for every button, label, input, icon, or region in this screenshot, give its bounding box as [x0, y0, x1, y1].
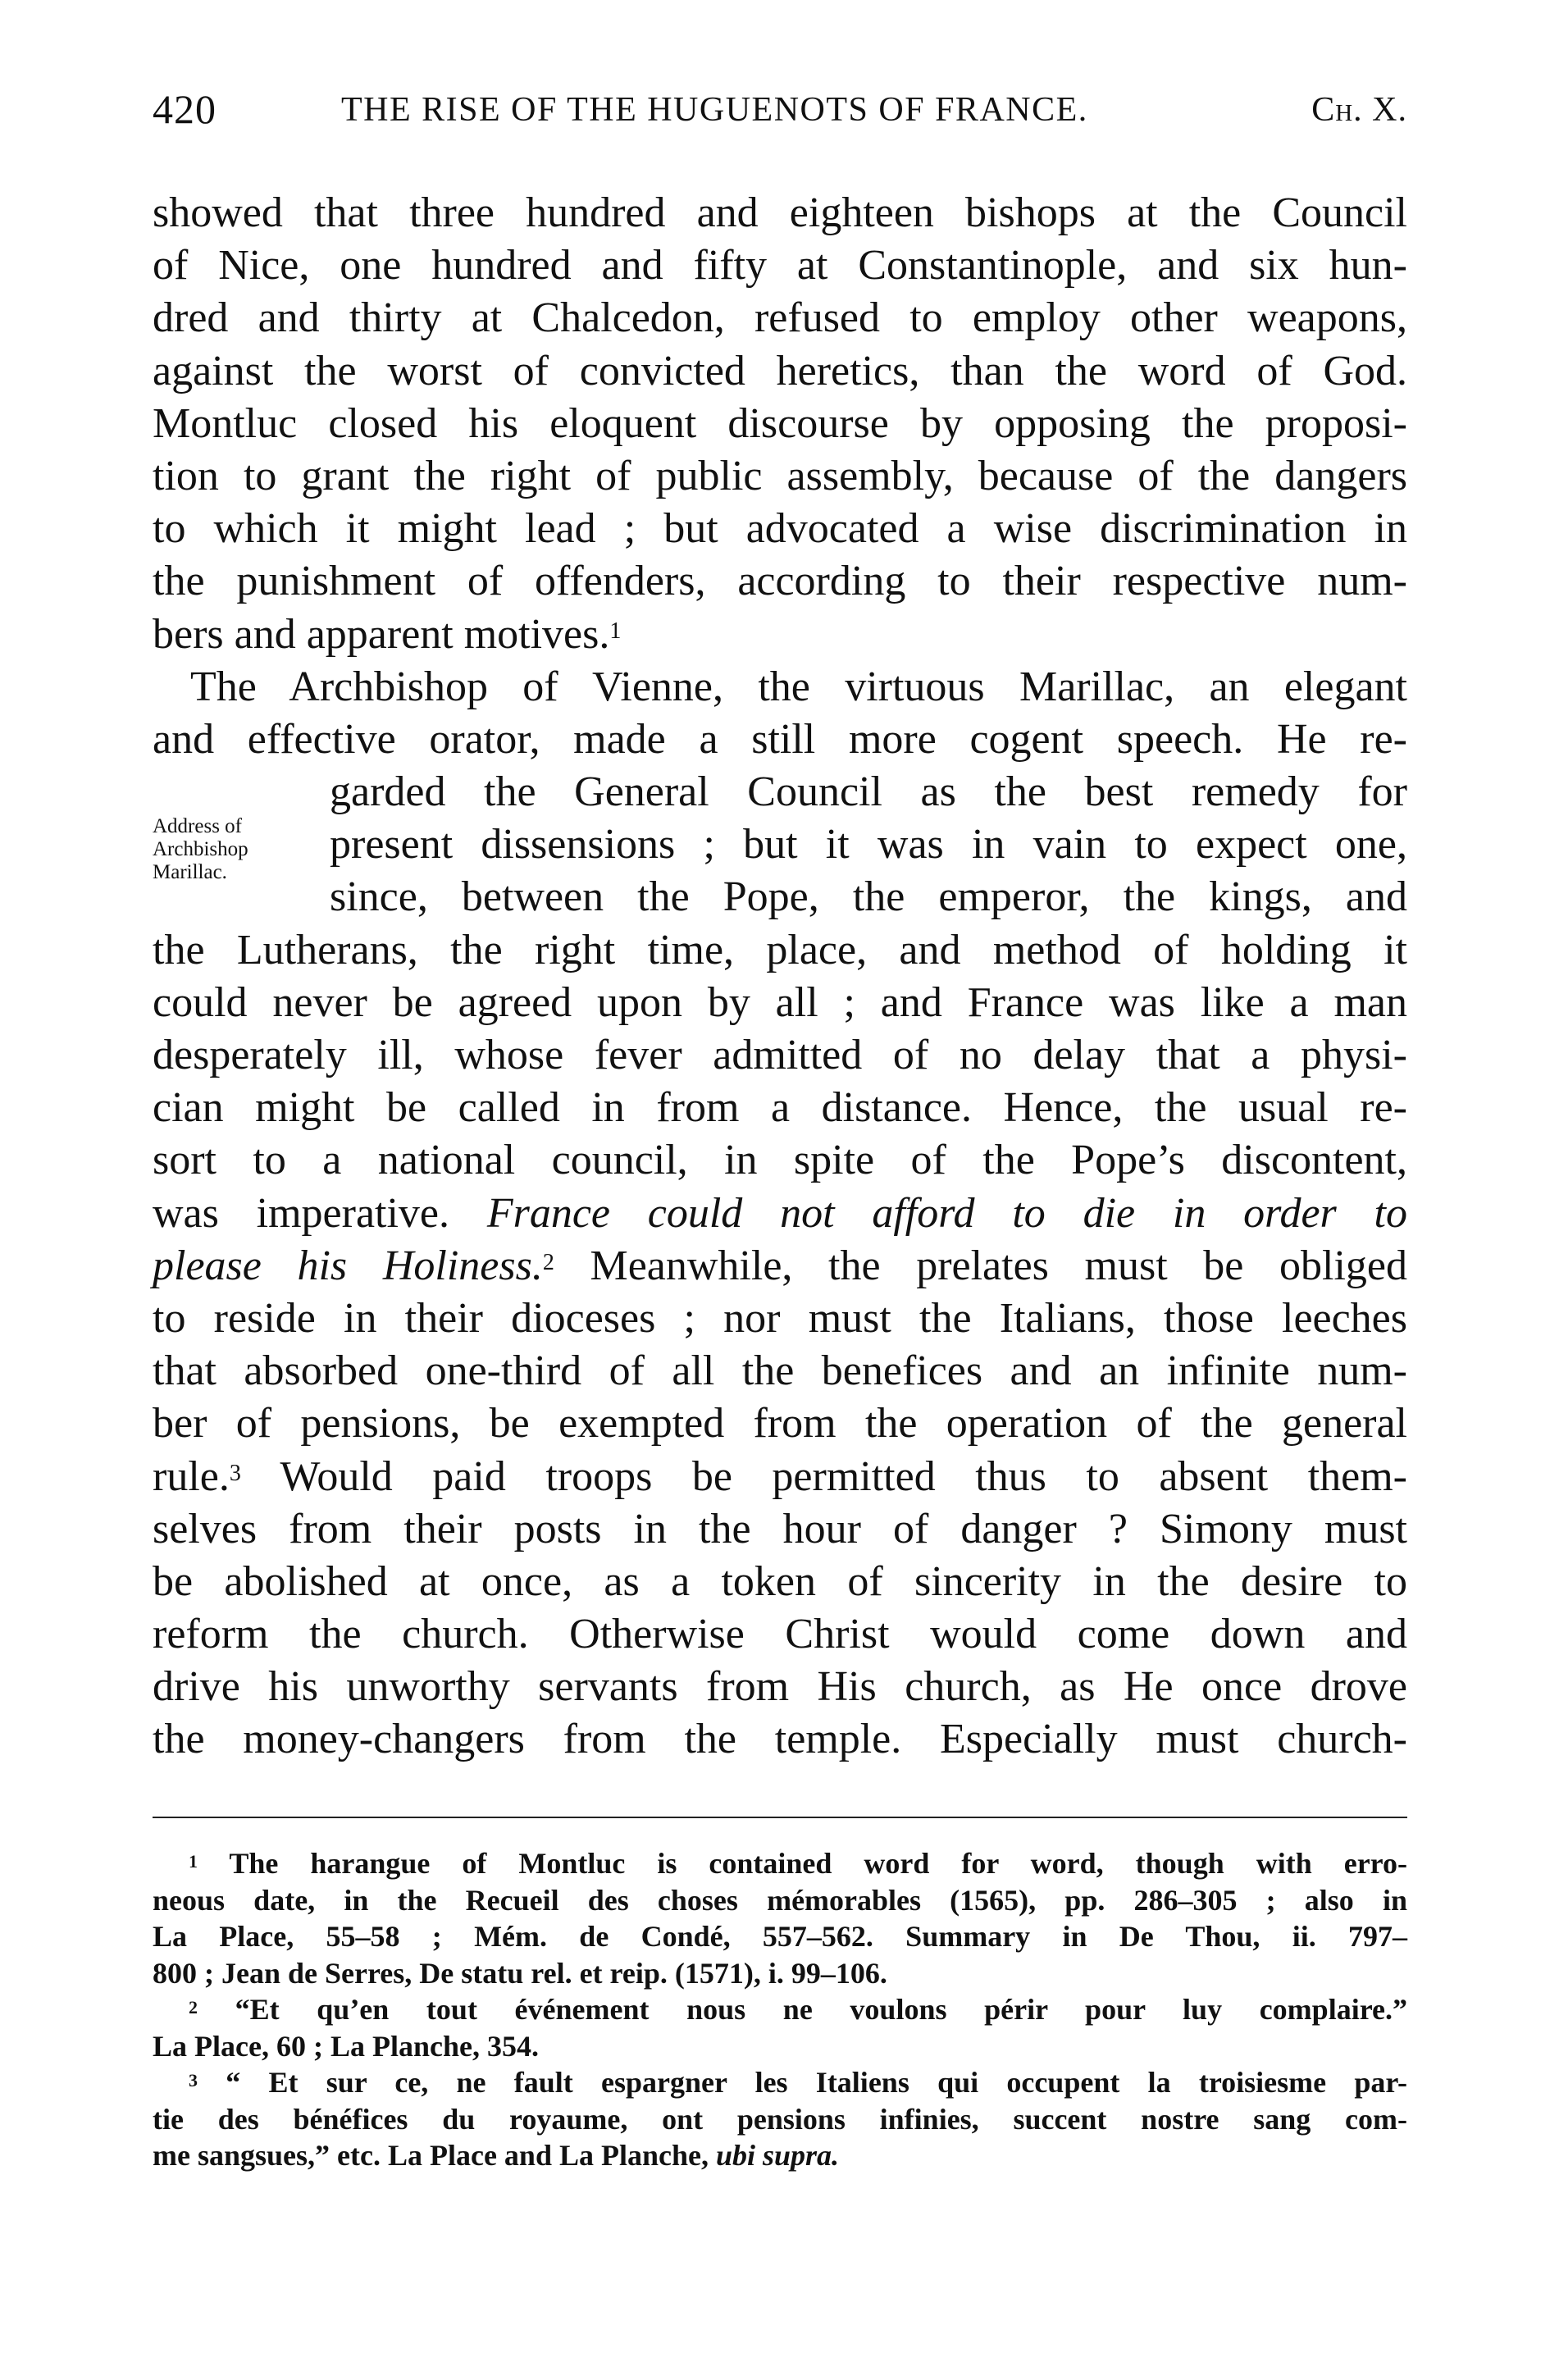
footnote-text: “Et qu’en tout événement nous ne voulons périr pour luy complaire.”: [235, 1993, 1408, 2026]
footnote-number: 1: [189, 1851, 198, 1872]
italic-text: France could not afford to die in order to: [486, 1189, 1408, 1237]
text-line: selves from their posts in the hour of danger ? Simony must: [153, 1505, 1407, 1552]
text-line: dred and thirty at Chalcedon, refused to employ other weapons,: [153, 294, 1407, 342]
footnote-line: 800 ; Jean de Serres, De statu rel. et reip. (1571), i. 99–106.: [153, 1956, 887, 1990]
footnote-number: 2: [189, 1997, 198, 2018]
text-line: cian might be called in from a distance. Hence, the usual re-: [153, 1084, 1407, 1132]
footnote-text: The harangue of Montluc is contained word for word, though with erro-: [229, 1847, 1407, 1880]
chapter-label: Ch. X.: [1311, 91, 1407, 129]
text-line: be abolished at once, as a token of sincerity in the desire to: [153, 1557, 1407, 1605]
footnote-line: neous date, in the Recueil des choses mémorables (1565), pp. 286–305 ; also in: [153, 1883, 1407, 1917]
text-line: sort to a national council, in spite of the Pope’s discontent,: [153, 1137, 1407, 1184]
running-title: THE RISE OF THE HUGUENOTS OF FRANCE.: [341, 91, 1088, 129]
footnote-1: [153, 1845, 1407, 1882]
text-line: the punishment of offenders, according to their respective num-: [153, 558, 1407, 605]
line-text: was imperative.: [153, 1189, 450, 1237]
page-header: [153, 85, 1407, 143]
footnote-3: [153, 2064, 1407, 2101]
text-line: against the worst of convicted heretics, than the word of God.: [153, 347, 1407, 394]
text-line: and effective orator, made a still more cogent speech. He re-: [153, 715, 1407, 763]
footnote-divider: [153, 1817, 1407, 1818]
footnotes: [153, 1845, 1407, 2174]
margin-note-line: Address of: [153, 815, 243, 837]
text-line: the Lutherans, the right time, place, and method of holding it: [153, 926, 1407, 973]
text-line: ber of pensions, be exempted from the operation of the general: [153, 1400, 1407, 1448]
text-line: Montluc closed his eloquent discourse by opposing the proposi-: [153, 399, 1407, 447]
footnote-number: 3: [189, 2070, 198, 2090]
footnote-ref-3: 3: [229, 1460, 241, 1486]
text-line: garded the General Council as the best remedy for: [330, 768, 1407, 816]
margin-note-line: Marillac.: [153, 861, 227, 883]
text-line: of Nice, one hundred and fifty at Constantinople, and six hun-: [153, 242, 1407, 290]
text-line: the money-changers from the temple. Especially must church-: [153, 1716, 1407, 1763]
line-text: bers and apparent motives.: [153, 610, 610, 658]
text-line: desperately ill, whose fever admitted of no delay that a physi-: [153, 1032, 1407, 1078]
line-text: Would paid troops be permitted thus to absent them-: [280, 1452, 1407, 1500]
text-line: [153, 609, 1407, 661]
body-text: [153, 187, 1407, 1767]
text-line: that absorbed one-third of all the benefices and an infinite num-: [153, 1347, 1407, 1395]
text-line: to which it might lead ; but advocated a wise discrimination in: [153, 505, 1407, 553]
text-line: [153, 1188, 1407, 1240]
page-number: 420: [153, 86, 217, 132]
text-line: The Archbishop of Vienne, the virtuous Marillac, an elegant: [190, 663, 1407, 710]
footnote-ref-2: 2: [542, 1249, 554, 1275]
text-line: reform the church. Otherwise Christ would come down and: [153, 1611, 1407, 1658]
text-line: since, between the Pope, the emperor, the kings, and: [330, 873, 1407, 921]
footnote-line: La Place, 55–58 ; Mém. de Condé, 557–562. Summary in De Thou, ii. 797–: [153, 1920, 1407, 1953]
text-line: [153, 1240, 1407, 1293]
text-line: [153, 1451, 1407, 1503]
footnote-line: La Place, 60 ; La Planche, 354.: [153, 2029, 539, 2063]
text-line: present dissensions ; but it was in vain to expect one,: [330, 821, 1407, 869]
italic-text: ubi supra.: [715, 2139, 840, 2172]
footnote-line: [153, 2137, 1407, 2174]
text-line: could never be agreed upon by all ; and France was like a man: [153, 978, 1407, 1026]
footnote-text: “ Et sur ce, ne fault espargner les Italiens qui occupent la troisiesme par-: [226, 2066, 1408, 2099]
footnote-2: [153, 1991, 1407, 2028]
margin-note-line: Archbishop: [153, 838, 248, 860]
footnote-ref-1: 1: [609, 618, 622, 644]
text-line: drive his unworthy servants from His church, as He once drove: [153, 1663, 1407, 1711]
text-line: showed that three hundred and eighteen bishops at the Council: [153, 189, 1407, 236]
footnote-line: tie des bénéfices du royaume, ont pensions infinies, succent nostre sang com-: [153, 2102, 1407, 2136]
line-text: rule.: [153, 1452, 230, 1500]
line-text: Meanwhile, the prelates must be obliged: [590, 1242, 1408, 1289]
text-line: tion to grant the right of public assembly, because of the dangers: [153, 452, 1407, 499]
text-line: to reside in their dioceses ; nor must the Italians, those leeches: [153, 1294, 1407, 1342]
italic-text: please his Holiness.: [153, 1242, 543, 1289]
footnote-text: me sangsues,” etc. La Place and La Planche,: [153, 2139, 709, 2172]
